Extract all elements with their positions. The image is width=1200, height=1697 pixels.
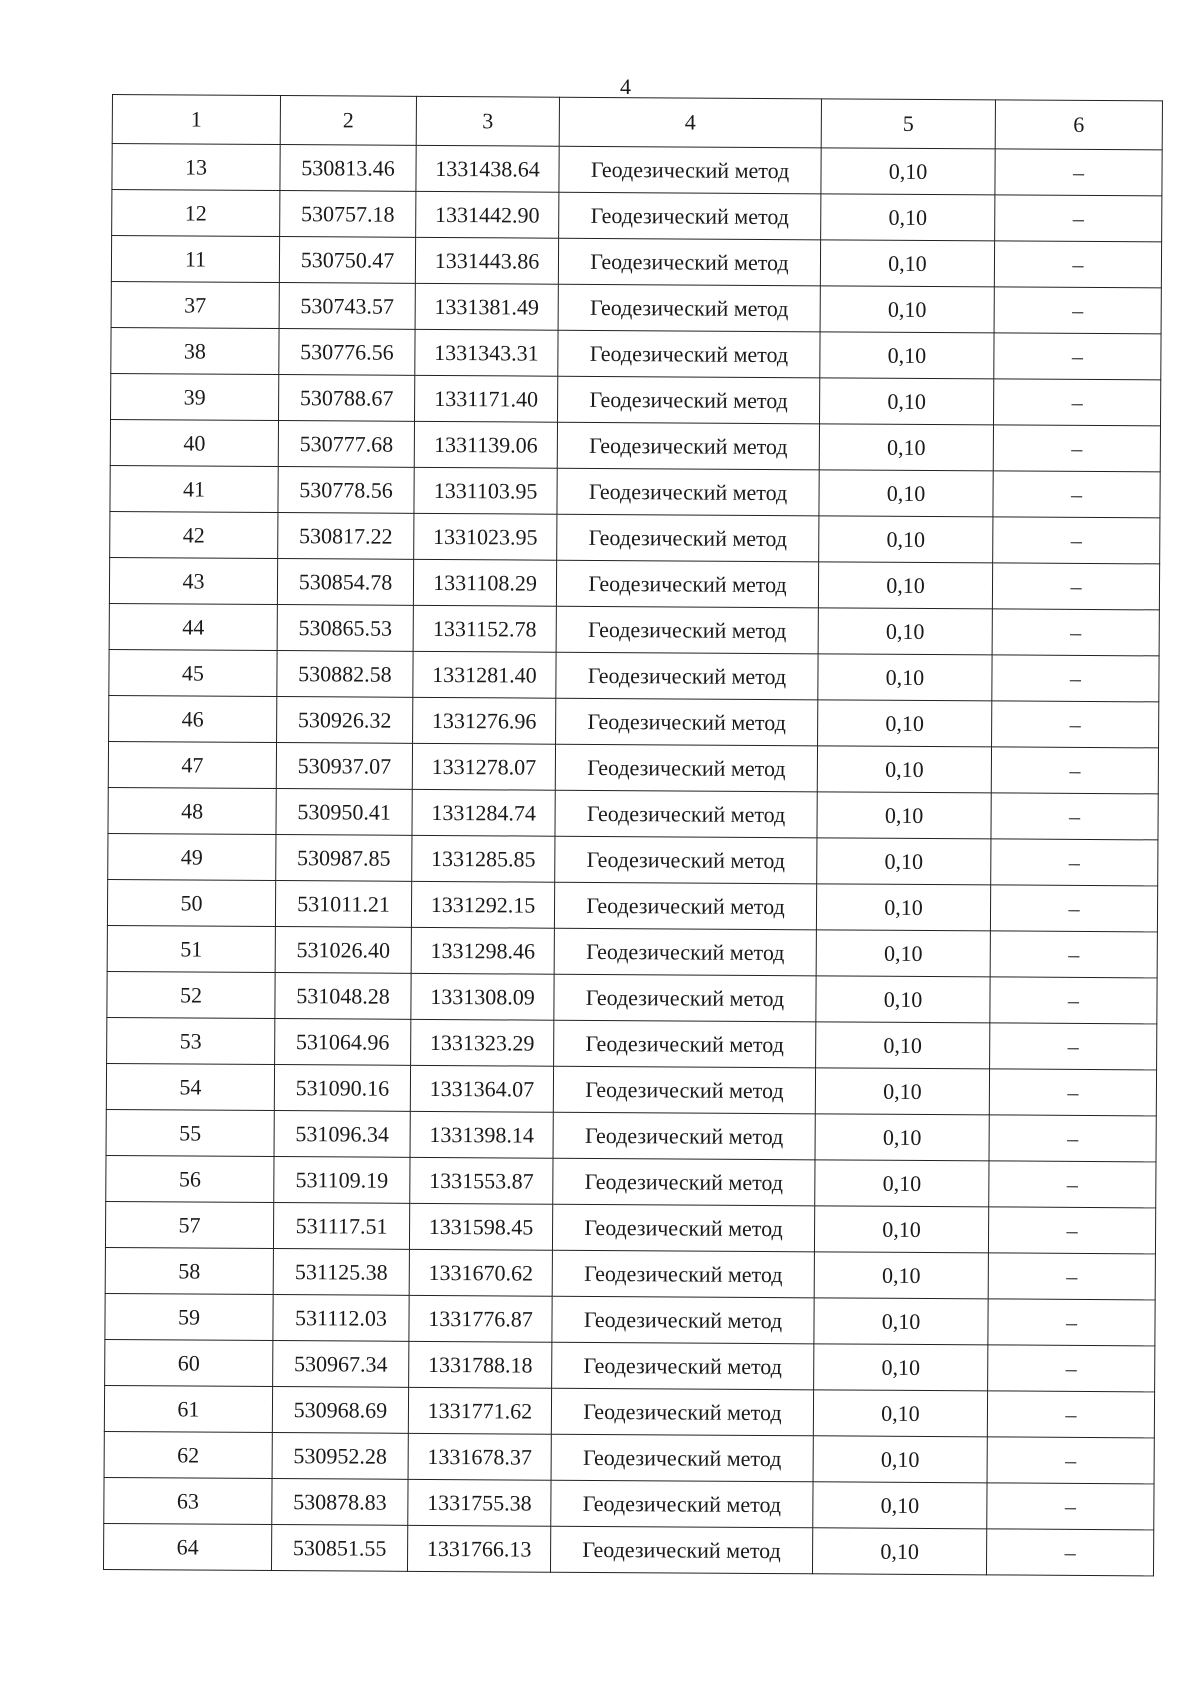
y-coordinate-cell: 1331771.62 — [408, 1387, 551, 1434]
point-number-cell: 37 — [111, 281, 279, 328]
point-number-cell: 57 — [105, 1201, 273, 1248]
x-coordinate-cell: 530937.07 — [276, 743, 412, 790]
x-coordinate-cell: 530926.32 — [277, 697, 413, 744]
method-cell: Геодезический метод — [556, 560, 818, 608]
table-row — [105, 1339, 1155, 1391]
x-coordinate-cell: 530851.55 — [271, 1525, 407, 1572]
accuracy-cell: 0,10 — [816, 1022, 990, 1069]
table-row — [104, 1477, 1154, 1529]
note-cell: – — [992, 563, 1159, 610]
point-number-cell: 52 — [107, 971, 275, 1018]
y-coordinate-cell: 1331276.96 — [413, 697, 556, 744]
point-number-cell: 61 — [104, 1385, 272, 1432]
table-row — [110, 511, 1160, 563]
table-row — [108, 787, 1158, 839]
table-row — [107, 879, 1157, 931]
x-coordinate-cell: 531026.40 — [275, 927, 411, 974]
table-row — [108, 833, 1158, 885]
note-cell: – — [989, 1161, 1156, 1208]
point-number-cell: 59 — [105, 1293, 273, 1340]
table-header-row — [112, 95, 1162, 150]
point-number-cell: 48 — [108, 787, 276, 834]
table-row — [111, 281, 1161, 333]
note-cell: – — [993, 517, 1160, 564]
x-coordinate-cell: 530817.22 — [278, 513, 414, 560]
note-cell: – — [988, 1207, 1155, 1254]
method-cell: Геодезический метод — [556, 652, 818, 700]
x-coordinate-cell: 530968.69 — [272, 1387, 408, 1434]
table-row — [112, 144, 1162, 196]
method-cell: Геодезический метод — [551, 1480, 813, 1528]
point-number-cell: 58 — [105, 1247, 273, 1294]
column-header: 4 — [559, 97, 821, 148]
table-row — [104, 1431, 1154, 1483]
table-row — [105, 1293, 1155, 1345]
accuracy-cell: 0,10 — [816, 930, 990, 977]
accuracy-cell: 0,10 — [821, 148, 995, 195]
accuracy-cell: 0,10 — [813, 1390, 987, 1437]
method-cell: Геодезический метод — [556, 606, 818, 654]
y-coordinate-cell: 1331788.18 — [409, 1341, 552, 1388]
method-cell: Геодезический метод — [555, 790, 817, 838]
y-coordinate-cell: 1331766.13 — [407, 1525, 550, 1572]
y-coordinate-cell: 1331108.29 — [413, 559, 556, 606]
accuracy-cell: 0,10 — [818, 700, 992, 747]
column-header: 1 — [112, 95, 280, 145]
y-coordinate-cell: 1331308.09 — [411, 973, 554, 1020]
point-number-cell: 43 — [109, 557, 277, 604]
y-coordinate-cell: 1331171.40 — [415, 375, 558, 422]
x-coordinate-cell: 531112.03 — [273, 1295, 409, 1342]
method-cell: Геодезический метод — [553, 1112, 815, 1160]
point-number-cell: 11 — [111, 236, 279, 283]
method-cell: Геодезический метод — [559, 146, 821, 194]
note-cell: – — [994, 241, 1161, 288]
accuracy-cell: 0,10 — [820, 240, 994, 287]
point-number-cell: 45 — [109, 649, 277, 696]
x-coordinate-cell: 531125.38 — [273, 1249, 409, 1296]
point-number-cell: 13 — [112, 144, 280, 191]
y-coordinate-cell: 1331292.15 — [411, 881, 554, 928]
y-coordinate-cell: 1331139.06 — [414, 421, 557, 468]
method-cell: Геодезический метод — [554, 1020, 816, 1068]
accuracy-cell: 0,10 — [813, 1436, 987, 1483]
x-coordinate-cell: 530750.47 — [279, 237, 415, 284]
column-header: 6 — [995, 100, 1162, 150]
note-cell: – — [988, 1345, 1155, 1392]
x-coordinate-cell: 531096.34 — [274, 1111, 410, 1158]
accuracy-cell: 0,10 — [813, 1482, 987, 1529]
x-coordinate-cell: 531064.96 — [275, 1019, 411, 1066]
point-number-cell: 46 — [109, 695, 277, 742]
method-cell: Геодезический метод — [554, 882, 816, 930]
table-row — [110, 419, 1160, 471]
x-coordinate-cell: 530854.78 — [277, 559, 413, 606]
page-number: 4 — [620, 74, 631, 99]
accuracy-cell: 0,10 — [818, 562, 992, 609]
point-number-cell: 49 — [108, 833, 276, 880]
note-cell: – — [988, 1299, 1155, 1346]
method-cell: Геодезический метод — [553, 1066, 815, 1114]
table-row — [111, 373, 1161, 425]
note-cell: – — [992, 701, 1159, 748]
accuracy-cell: 0,10 — [819, 378, 993, 425]
x-coordinate-cell: 530788.67 — [279, 375, 415, 422]
accuracy-cell: 0,10 — [814, 1344, 988, 1391]
point-number-cell: 53 — [107, 1017, 275, 1064]
y-coordinate-cell: 1331442.90 — [416, 191, 559, 238]
note-cell: – — [988, 1253, 1155, 1300]
table-body — [103, 95, 1162, 1576]
y-coordinate-cell: 1331776.87 — [409, 1295, 552, 1342]
note-cell: – — [993, 425, 1160, 472]
table-row — [103, 1523, 1153, 1575]
point-number-cell: 50 — [107, 879, 275, 926]
method-cell: Геодезический метод — [557, 422, 819, 470]
method-cell: Геодезический метод — [551, 1434, 813, 1482]
y-coordinate-cell: 1331323.29 — [411, 1019, 554, 1066]
table-row — [105, 1247, 1155, 1299]
x-coordinate-cell: 530987.85 — [276, 835, 412, 882]
x-coordinate-cell: 531011.21 — [275, 881, 411, 928]
table-row — [109, 557, 1159, 609]
accuracy-cell: 0,10 — [819, 424, 993, 471]
method-cell: Геодезический метод — [552, 1296, 814, 1344]
point-number-cell: 47 — [108, 741, 276, 788]
accuracy-cell: 0,10 — [816, 884, 990, 931]
y-coordinate-cell: 1331443.86 — [415, 237, 558, 284]
note-cell: – — [990, 931, 1157, 978]
y-coordinate-cell: 1331678.37 — [408, 1433, 551, 1480]
table-row — [105, 1201, 1155, 1253]
method-cell: Геодезический метод — [550, 1526, 812, 1574]
note-cell: – — [987, 1483, 1154, 1530]
table-row — [112, 190, 1162, 242]
point-number-cell: 51 — [107, 925, 275, 972]
method-cell: Геодезический метод — [553, 1158, 815, 1206]
table-row — [104, 1385, 1154, 1437]
accuracy-cell: 0,10 — [816, 976, 990, 1023]
x-coordinate-cell: 531048.28 — [275, 973, 411, 1020]
column-header: 5 — [821, 99, 995, 149]
method-cell: Геодезический метод — [551, 1388, 813, 1436]
point-number-cell: 62 — [104, 1431, 272, 1478]
y-coordinate-cell: 1331298.46 — [411, 927, 554, 974]
y-coordinate-cell: 1331152.78 — [413, 605, 556, 652]
point-number-cell: 42 — [110, 511, 278, 558]
table-row — [110, 465, 1160, 517]
note-cell: – — [986, 1529, 1153, 1576]
note-cell: – — [987, 1391, 1154, 1438]
accuracy-cell: 0,10 — [819, 516, 993, 563]
accuracy-cell: 0,10 — [815, 1114, 989, 1161]
method-cell: Геодезический метод — [552, 1342, 814, 1390]
accuracy-cell: 0,10 — [815, 1160, 989, 1207]
y-coordinate-cell: 1331103.95 — [414, 467, 557, 514]
x-coordinate-cell: 530777.68 — [278, 421, 414, 468]
method-cell: Геодезический метод — [558, 376, 820, 424]
note-cell: – — [992, 609, 1159, 656]
accuracy-cell: 0,10 — [814, 1206, 988, 1253]
point-number-cell: 38 — [111, 327, 279, 374]
method-cell: Геодезический метод — [557, 514, 819, 562]
accuracy-cell: 0,10 — [820, 286, 994, 333]
y-coordinate-cell: 1331381.49 — [415, 283, 558, 330]
note-cell: – — [993, 471, 1160, 518]
coordinates-table-wrapper — [103, 94, 1162, 1576]
note-cell: – — [993, 379, 1160, 426]
x-coordinate-cell: 530950.41 — [276, 789, 412, 836]
method-cell: Геодезический метод — [558, 238, 820, 286]
method-cell: Геодезический метод — [555, 744, 817, 792]
accuracy-cell: 0,10 — [815, 1068, 989, 1115]
note-cell: – — [990, 885, 1157, 932]
x-coordinate-cell: 531090.16 — [274, 1065, 410, 1112]
point-number-cell: 44 — [109, 603, 277, 650]
point-number-cell: 64 — [103, 1523, 271, 1570]
method-cell: Геодезический метод — [554, 974, 816, 1022]
point-number-cell: 56 — [106, 1155, 274, 1202]
note-cell: – — [995, 195, 1162, 242]
table-row — [109, 603, 1159, 655]
y-coordinate-cell: 1331598.45 — [409, 1203, 552, 1250]
table-row — [106, 1063, 1156, 1115]
note-cell: – — [994, 287, 1161, 334]
table-row — [107, 925, 1157, 977]
method-cell: Геодезический метод — [555, 836, 817, 884]
note-cell: – — [989, 1069, 1156, 1116]
method-cell: Геодезический метод — [558, 284, 820, 332]
table-row — [107, 971, 1157, 1023]
note-cell: – — [990, 1023, 1157, 1070]
point-number-cell: 12 — [112, 190, 280, 237]
method-cell: Геодезический метод — [558, 330, 820, 378]
accuracy-cell: 0,10 — [818, 608, 992, 655]
note-cell: – — [992, 655, 1159, 702]
x-coordinate-cell: 531109.19 — [274, 1157, 410, 1204]
method-cell: Геодезический метод — [552, 1250, 814, 1298]
coordinates-table — [103, 94, 1163, 1576]
column-header: 3 — [416, 96, 559, 146]
note-cell: – — [990, 977, 1157, 1024]
note-cell: – — [991, 793, 1158, 840]
accuracy-cell: 0,10 — [818, 654, 992, 701]
method-cell: Геодезический метод — [559, 192, 821, 240]
x-coordinate-cell: 530757.18 — [280, 191, 416, 238]
y-coordinate-cell: 1331281.40 — [413, 651, 556, 698]
accuracy-cell: 0,10 — [817, 838, 991, 885]
x-coordinate-cell: 530778.56 — [278, 467, 414, 514]
point-number-cell: 55 — [106, 1109, 274, 1156]
x-coordinate-cell: 530776.56 — [279, 329, 415, 376]
x-coordinate-cell: 531117.51 — [273, 1203, 409, 1250]
column-header: 2 — [280, 96, 416, 146]
y-coordinate-cell: 1331278.07 — [412, 743, 555, 790]
accuracy-cell: 0,10 — [817, 792, 991, 839]
point-number-cell: 40 — [110, 419, 278, 466]
point-number-cell: 60 — [105, 1339, 273, 1386]
method-cell: Геодезический метод — [554, 928, 816, 976]
accuracy-cell: 0,10 — [814, 1252, 988, 1299]
y-coordinate-cell: 1331343.31 — [415, 329, 558, 376]
method-cell: Геодезический метод — [556, 698, 818, 746]
table-row — [106, 1109, 1156, 1161]
method-cell: Геодезический метод — [557, 468, 819, 516]
table-row — [109, 649, 1159, 701]
table-row — [107, 1017, 1157, 1069]
y-coordinate-cell: 1331398.14 — [410, 1111, 553, 1158]
point-number-cell: 63 — [104, 1477, 272, 1524]
x-coordinate-cell: 530967.34 — [273, 1341, 409, 1388]
table-row — [106, 1155, 1156, 1207]
accuracy-cell: 0,10 — [820, 332, 994, 379]
x-coordinate-cell: 530865.53 — [277, 605, 413, 652]
note-cell: – — [991, 839, 1158, 886]
y-coordinate-cell: 1331285.85 — [412, 835, 555, 882]
y-coordinate-cell: 1331553.87 — [410, 1157, 553, 1204]
accuracy-cell: 0,10 — [817, 746, 991, 793]
point-number-cell: 41 — [110, 465, 278, 512]
note-cell: – — [987, 1437, 1154, 1484]
note-cell: – — [995, 149, 1162, 196]
x-coordinate-cell: 530882.58 — [277, 651, 413, 698]
y-coordinate-cell: 1331670.62 — [409, 1249, 552, 1296]
y-coordinate-cell: 1331023.95 — [414, 513, 557, 560]
accuracy-cell: 0,10 — [814, 1298, 988, 1345]
table-row — [109, 695, 1159, 747]
table-row — [108, 741, 1158, 793]
y-coordinate-cell: 1331284.74 — [412, 789, 555, 836]
accuracy-cell: 0,10 — [819, 470, 993, 517]
note-cell: – — [994, 333, 1161, 380]
point-number-cell: 39 — [111, 373, 279, 420]
y-coordinate-cell: 1331438.64 — [416, 145, 559, 192]
table-row — [111, 327, 1161, 379]
table-row — [111, 236, 1161, 288]
accuracy-cell: 0,10 — [821, 194, 995, 241]
y-coordinate-cell: 1331755.38 — [408, 1479, 551, 1526]
y-coordinate-cell: 1331364.07 — [410, 1065, 553, 1112]
x-coordinate-cell: 530952.28 — [272, 1433, 408, 1480]
x-coordinate-cell: 530813.46 — [280, 145, 416, 192]
x-coordinate-cell: 530878.83 — [272, 1479, 408, 1526]
point-number-cell: 54 — [106, 1063, 274, 1110]
method-cell: Геодезический метод — [552, 1204, 814, 1252]
accuracy-cell: 0,10 — [812, 1528, 986, 1575]
x-coordinate-cell: 530743.57 — [279, 283, 415, 330]
note-cell: – — [989, 1115, 1156, 1162]
note-cell: – — [991, 747, 1158, 794]
